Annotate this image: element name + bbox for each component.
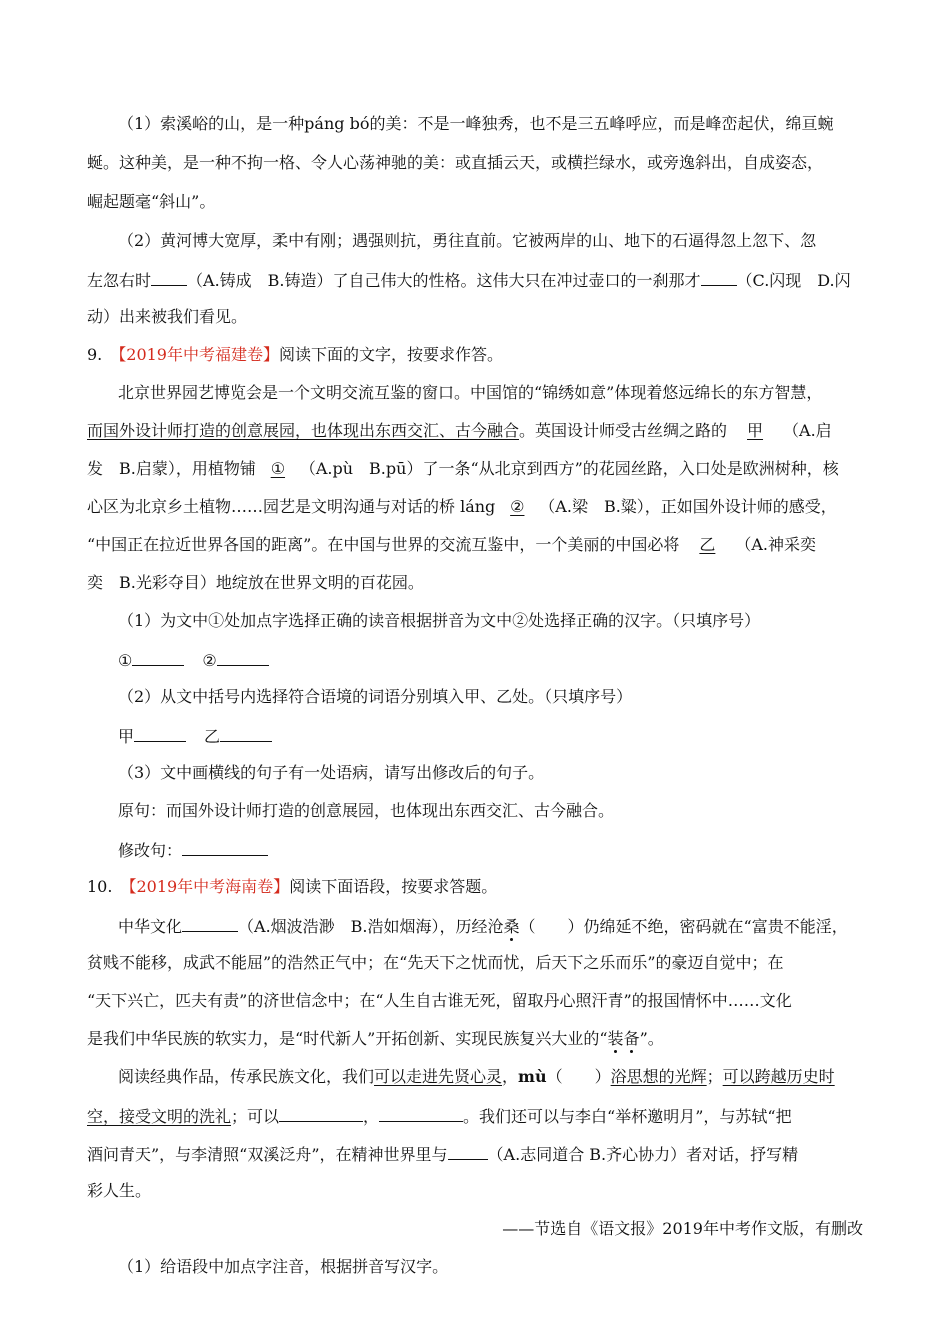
q10-p1-line1: [118, 914, 848, 938]
blank-2[interactable]: ②: [510, 497, 525, 516]
source-tag: 【2019年中考福建卷】: [110, 345, 279, 364]
answer-label: ②: [202, 651, 217, 670]
q8-blank-2[interactable]: [701, 268, 737, 286]
underlined-sentence: 而国外设计师打造的创意展园，也体现出东西交汇、古今融合: [87, 421, 520, 440]
underlined-phrase: 可以走进先贤心灵: [374, 1067, 503, 1086]
answer-blank[interactable]: [182, 838, 268, 856]
dotted-char: 桑: [503, 917, 520, 936]
q9-passage-line6: 奕 B.光彩夺目）地绽放在世界文明的百花园。: [87, 573, 424, 592]
q10-blank-4[interactable]: [448, 1142, 488, 1160]
q10-blank-3[interactable]: [379, 1104, 463, 1122]
q10-text: （A.烟波浩渺 B.浩如烟海），历经沧: [238, 917, 504, 936]
q10-p2-line2: [87, 1104, 792, 1128]
q10-text: ”。: [639, 1029, 664, 1048]
q8-p2-line1: （2）黄河博大宽厚，柔中有刚；遇强则抗，勇往直前。它被两岸的山、地下的石逼得忽上忽下、忽: [118, 231, 817, 250]
dotted-char: 备: [623, 1029, 640, 1048]
q9-text: （A.启: [783, 421, 832, 440]
q10-text: （ ）仍绵延不绝，密码就在“富贵不能淫，: [519, 917, 848, 936]
q9-passage-line3: [87, 458, 839, 480]
q10-p1-line2: 贫贱不能移，成武不能屈”的浩然正气中；在“先天下之忧而忧，后天下之乐而乐”的豪迈自觉中；在: [87, 953, 784, 972]
q9-subquestion-2: （2）从文中括号内选择符合语境的词语分别填入甲、乙处。（只填序号）: [118, 687, 633, 706]
q9-text: （A.pù B.pū）了一条“从北京到西方”的花园丝路，入口处是欧洲树种，核: [299, 459, 839, 478]
q8-p1-line3: 崛起题毫“斜山”。: [87, 192, 216, 211]
dotted-char: 装: [607, 1029, 624, 1048]
q10-text: 。我们还可以与李白“举杯邀明月”，与苏轼“把: [463, 1107, 792, 1126]
answer-blank[interactable]: [217, 648, 269, 666]
source-citation: ——节选自《语文报》2019年中考作文版，有删改: [502, 1219, 863, 1238]
q10-text: ；可以: [231, 1107, 280, 1126]
q10-text: ；: [706, 1067, 723, 1086]
q8-p2-line3: 动）出来被我们看见。: [87, 307, 248, 326]
q9-text: （A.梁 B.粱），正如国外设计师的感受，: [539, 497, 837, 516]
answer-label: 乙: [204, 727, 221, 746]
q9-passage-line5: [87, 534, 816, 556]
q10-subquestion-1: （1）给语段中加点字注音，根据拼音写汉字。: [118, 1257, 449, 1276]
q9-subquestion-1: （1）为文中①处加点字选择正确的读音根据拼音为文中②处选择正确的汉字。（只填序号）: [118, 611, 761, 630]
q9-passage-line4: [87, 496, 837, 518]
q10-text: ，: [502, 1067, 519, 1086]
underlined-phrase: 空，接受文明的洗礼: [87, 1107, 232, 1126]
question-number: 9.: [87, 345, 103, 364]
q8-text: 左忽右时: [87, 271, 152, 290]
q10-text: （A.志同道合 B.齐心协力）者对话，抒写精: [487, 1145, 799, 1164]
q8-text: （C.闪现 D.闪: [736, 271, 851, 290]
answer-blank[interactable]: [134, 724, 186, 742]
q9-original-sentence: 原句：而国外设计师打造的创意展园，也体现出东西交汇、古今融合。: [118, 801, 615, 820]
q9-heading: [87, 344, 503, 366]
q9-passage-line2: [87, 420, 832, 442]
q10-p1-line3: “天下兴亡，匹夫有责”的济世信念中；在“人生自古谁无死，留取丹心照汗青”的报国情怀中……文化: [87, 991, 792, 1010]
blank-jia[interactable]: 甲: [747, 421, 764, 440]
q10-text: 阅读经典作品，传承民族文化，我们: [118, 1067, 375, 1086]
q10-blank-2[interactable]: [279, 1104, 363, 1122]
q10-blank-1[interactable]: [182, 914, 238, 932]
q10-heading: [87, 876, 497, 898]
q10-text: 是我们中华民族的软实力，是“时代新人”开拓创新、实现民族复兴大业的“: [87, 1029, 608, 1048]
q9-subquestion-3: （3）文中画横线的句子有一处语病，请写出修改后的句子。: [118, 763, 545, 782]
q10-text: 酒问青天”，与李清照“双溪泛舟”，在精神世界里与: [87, 1145, 448, 1164]
answer-blank[interactable]: [132, 648, 184, 666]
question-instruction: 阅读下面的文字，按要求作答。: [279, 345, 504, 364]
blank-1[interactable]: ①: [270, 459, 286, 478]
q9-text: 。英国设计师受古丝绸之路的: [519, 421, 728, 440]
q9-text: 心区为北京乡土植物……园艺是文明沟通与对话的桥 láng: [87, 497, 496, 516]
question-instruction: 阅读下面语段，按要求答题。: [289, 877, 498, 896]
q9-revised-sentence: [118, 838, 268, 862]
q10-text: 中华文化: [118, 917, 183, 936]
answer-label: 甲: [118, 727, 135, 746]
q10-p2-line4: 彩人生。: [87, 1181, 152, 1200]
answer-label: 修改句：: [118, 841, 183, 860]
source-tag: 【2019年中考海南卷】: [120, 877, 290, 896]
q9-passage-line1: 北京世界园艺博览会是一个文明交流互鉴的窗口。中国馆的“锦绣如意”体现着悠远绵长的东方智慧，: [118, 383, 823, 402]
pinyin-mu: mù: [518, 1067, 547, 1086]
q8-p1-line1: （1）索溪峪的山，是一种páng bó的美：不是一峰独秀，也不是三五峰呼应，而是峰峦起伏，绵亘蜿: [118, 114, 834, 133]
q10-text: ，: [363, 1107, 380, 1126]
q10-p2-line3: [87, 1142, 798, 1166]
question-number: 10.: [87, 877, 113, 896]
q10-text: （ ）: [546, 1067, 611, 1086]
q9-text: （A.神采奕: [735, 535, 817, 554]
q10-p1-line4: [87, 1028, 664, 1050]
underlined-phrase: 浴思想的光辉: [610, 1067, 707, 1086]
q10-p2-line1: [118, 1066, 835, 1088]
blank-yi[interactable]: 乙: [699, 535, 716, 554]
q8-text: （A.铸成 B.铸造）了自己伟大的性格。这伟大只在冲过壶口的一刹那才: [187, 271, 701, 290]
q9-answer-2: [118, 724, 272, 748]
q8-p2-line2: [87, 268, 851, 292]
q8-p1-line2: 蜒。这种美，是一种不拘一格、令人心荡神驰的美：或直插云天，或横拦绿水，或旁逸斜出，自成姿态，: [87, 153, 824, 172]
underlined-phrase: 可以跨越历史时: [722, 1067, 835, 1086]
q9-text: “中国正在拉近世界各国的距离”。在中国与世界的交流互鉴中，一个美丽的中国必将: [87, 535, 680, 554]
answer-blank[interactable]: [220, 724, 272, 742]
q9-text: 发 B.启蒙），用植物铺: [87, 459, 256, 478]
q8-blank-1[interactable]: [151, 268, 187, 286]
answer-label: ①: [118, 651, 133, 670]
q9-answer-1: [118, 648, 269, 672]
